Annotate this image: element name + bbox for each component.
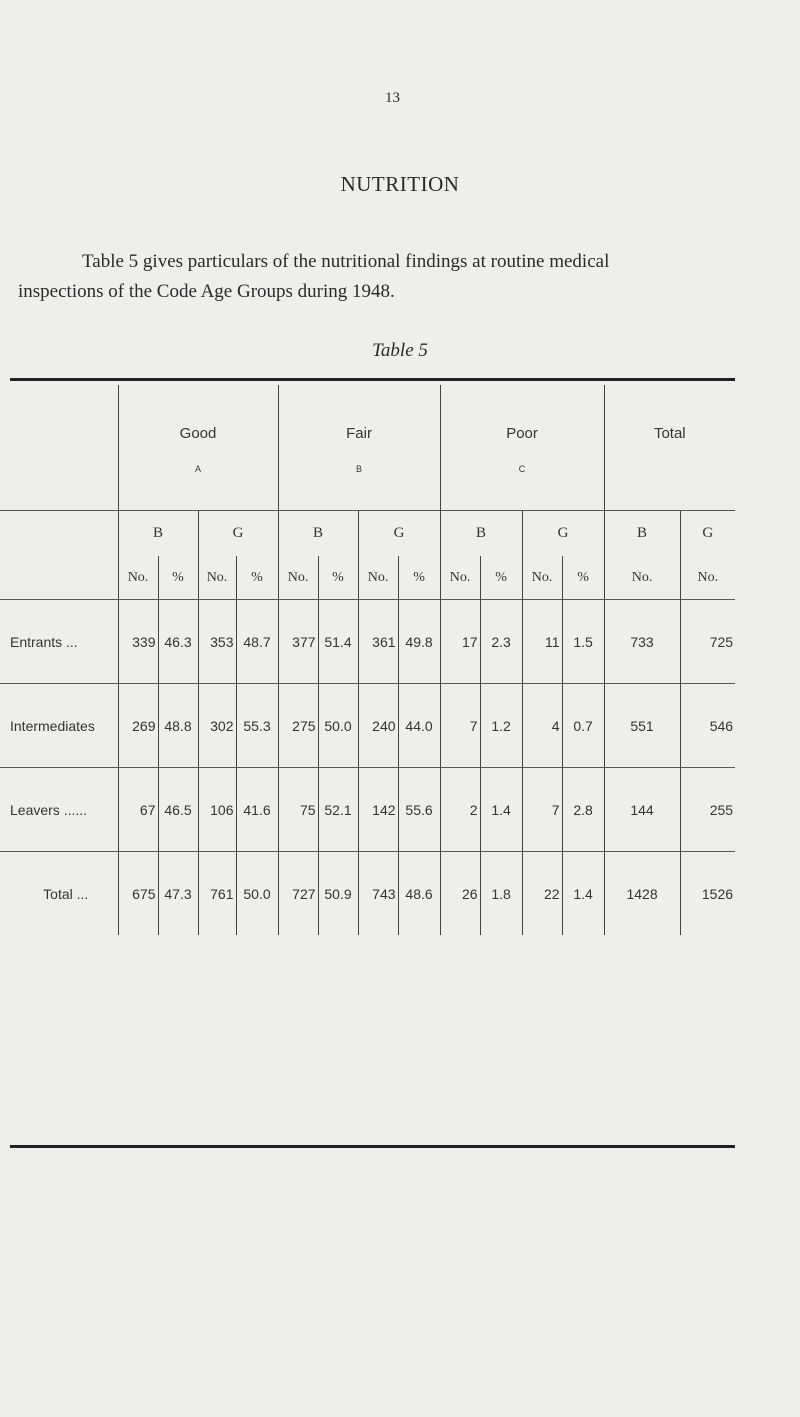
table-cell: 11 [522,600,562,684]
table-cell: 353 [198,600,236,684]
good-boys-head: B [118,511,198,557]
group-good-name: Good [179,425,217,442]
good-girls-head: G [198,511,278,557]
table-cell: 55.3 [236,684,278,768]
table-cell: 255 [680,768,735,852]
table-cell: 48.7 [236,600,278,684]
table-cell: 50.0 [236,852,278,936]
fair-boys-head: B [278,511,358,557]
table-cell: 17 [440,600,480,684]
group-total [604,385,735,511]
table-cell: 55.6 [398,768,440,852]
table-cell: 675 [118,852,158,936]
table-cell: 75 [278,768,318,852]
table-cell: 7 [522,768,562,852]
unit-cell: No. [198,556,236,600]
sex-header-row [0,511,735,557]
table-cell: 1.2 [480,684,522,768]
table-row-total [0,852,735,936]
table-cell: 41.6 [236,768,278,852]
poor-girls-head: G [522,511,604,557]
table-cell: 743 [358,852,398,936]
group-poor-letter: C [518,464,526,474]
table-cell: 50.9 [318,852,358,936]
row-label: Entrants ... [0,600,118,684]
table-cell: 377 [278,600,318,684]
table-cell: 361 [358,600,398,684]
table-cell: 26 [440,852,480,936]
table-cell: 144 [604,768,680,852]
unit-cell: % [236,556,278,600]
poor-boys-head: B [440,511,522,557]
table-cell: 546 [680,684,735,768]
unit-cell: % [158,556,198,600]
unit-cell: No. [680,556,735,600]
table-cell: 52.1 [318,768,358,852]
group-fair [278,385,440,511]
fair-girls-head: G [358,511,440,557]
table-cell: 240 [358,684,398,768]
table-cell: 1.8 [480,852,522,936]
table-cell: 2.8 [562,768,604,852]
table-cell: 761 [198,852,236,936]
table-cell: 551 [604,684,680,768]
table-cell: 725 [680,600,735,684]
unit-cell: No. [358,556,398,600]
unit-cell: No. [278,556,318,600]
table-cell: 7 [440,684,480,768]
table-cell: 1.4 [480,768,522,852]
intro-line-1: Table 5 gives particulars of the nutritional findings at routine medical [82,251,610,272]
table-cell: 67 [118,768,158,852]
intro-line-2: inspections of the Code Age Groups during 1948. [18,281,395,302]
total-girls-head: G [680,511,735,557]
table-cell: 269 [118,684,158,768]
table-cell: 727 [278,852,318,936]
table-cell: 44.0 [398,684,440,768]
table-cell: 4 [522,684,562,768]
table-cell: 51.4 [318,600,358,684]
table-cell: 48.8 [158,684,198,768]
table-row-entrants [0,600,735,684]
group-good-letter: A [195,464,202,474]
stub-unit [0,556,118,600]
table-cell: 1.4 [562,852,604,936]
group-poor [440,385,604,511]
unit-cell: No. [522,556,562,600]
table-title: Table 5 [372,340,428,361]
table-cell: 49.8 [398,600,440,684]
page-number: 13 [385,90,400,106]
total-boys-head: B [604,511,680,557]
stub-header [0,385,118,511]
table-cell: 2 [440,768,480,852]
table-cell: 50.0 [318,684,358,768]
page-heading: NUTRITION [340,172,460,196]
table-cell: 142 [358,768,398,852]
table-cell: 106 [198,768,236,852]
nutrition-table [0,385,735,935]
group-fair-letter: B [356,464,363,474]
stub-sex [0,511,118,557]
table-top-rule [10,378,735,381]
table-row-leavers [0,768,735,852]
table-cell: 1428 [604,852,680,936]
table-cell: 47.3 [158,852,198,936]
unit-cell: % [562,556,604,600]
table-cell: 733 [604,600,680,684]
group-poor-name: Poor [506,425,538,442]
group-good [118,385,278,511]
table-cell: 48.6 [398,852,440,936]
table-cell: 275 [278,684,318,768]
table-cell: 302 [198,684,236,768]
unit-cell: % [398,556,440,600]
table-cell: 46.5 [158,768,198,852]
table-cell: 2.3 [480,600,522,684]
group-header-row [0,385,735,511]
row-label: Total ... [43,885,89,902]
table-row-intermediates [0,684,735,768]
unit-cell: No. [440,556,480,600]
unit-cell: No. [604,556,680,600]
table-cell: 0.7 [562,684,604,768]
row-label: Leavers ...... [0,768,118,852]
table-bottom-rule [10,1145,735,1148]
table-cell: 46.3 [158,600,198,684]
row-label: Intermediates [0,684,118,768]
group-fair-name: Fair [346,425,372,442]
table-cell: 22 [522,852,562,936]
table-cell: 1526 [680,852,735,936]
unit-header-row [0,556,735,600]
unit-cell: % [318,556,358,600]
table-cell: 339 [118,600,158,684]
table-cell: 1.5 [562,600,604,684]
unit-cell: No. [118,556,158,600]
unit-cell: % [480,556,522,600]
group-total-name: Total [653,425,686,442]
